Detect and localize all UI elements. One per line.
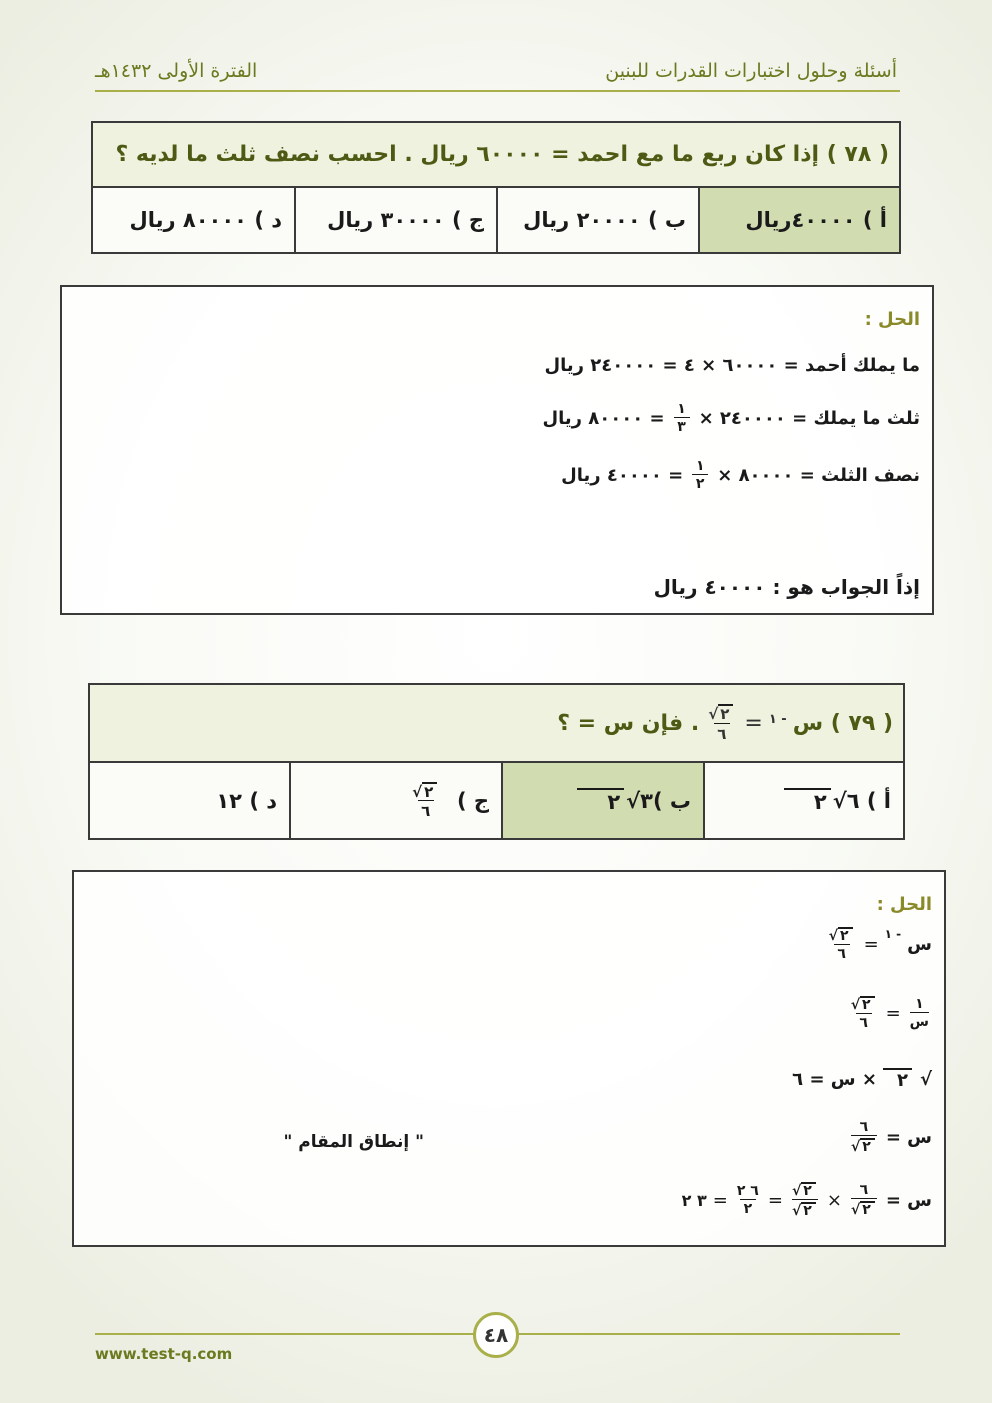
solution-79-step-1: س - ١ = $\frac{٢√}{٦}$ [828,927,932,963]
solution-78-box [60,285,934,615]
q79-option-b[interactable]: ب ) ٣ √ ٢ [501,763,703,838]
question-79-table [88,683,905,840]
q79-fraction: $\frac{٢√}{٦}$ [708,704,735,742]
solution-79-box [72,870,946,1247]
footer-website[interactable]: www.test-q.com [95,1345,233,1363]
q78-option-c[interactable]: ج ) ٣٠٠٠٠ ريال [294,188,496,252]
q78-option-b[interactable]: ب ) ٢٠٠٠٠ ريال [496,188,698,252]
solution-78-line-1: ما يملك أحمد = ٦٠٠٠٠ × ٤ = ٢٤٠٠٠٠ ريال [544,355,920,376]
solution-79-title: الحل : [876,894,932,915]
solution-78-title: الحل : [864,309,920,330]
q79-option-a[interactable]: أ ) ٦ √ ٢ [703,763,903,838]
header-left-title: الفترة الأولى ١٤٣٢هـ [95,60,258,82]
q79-option-c-fraction: $\frac{٢√}{٦}$ [412,782,439,820]
q79-option-d[interactable]: د ) ١٢ [216,788,277,813]
question-79-text: ( ٧٩ ) س - ١ = $\frac{٢√}{٦}$ . فإن س = ؟ [557,705,893,743]
question-78-text: ( ٧٨ ) إذا كان ربع ما مع احمد = ٦٠٠٠٠ ريال . احسب نصف ثلث ما لديه ؟ [115,142,889,167]
fraction-one-half: $\frac{١}{٢}$ [692,459,708,493]
solution-78-line-3: نصف الثلث = ٨٠٠٠٠ × $\frac{١}{٢}$ = ٤٠٠٠٠ ريال [561,458,920,493]
page-number: ٤٨ [473,1312,519,1358]
q78-option-d[interactable]: د ) ٨٠٠٠٠ ريال [129,208,282,232]
solution-78-answer: إذاً الجواب هو : ٤٠٠٠٠ ريال [653,575,920,599]
q79-option-c[interactable]: ج ) $\frac{٢√}{٦}$ [289,763,501,838]
solution-78-line-2: ثلث ما يملك = ٢٤٠٠٠٠ × $\frac{١}{٣}$ = ٨٠٠٠٠ ريال [542,401,920,436]
q78-option-a[interactable]: أ ) ٤٠٠٠٠ريال [698,188,899,252]
question-78-table [91,121,901,254]
header-right-title: أسئلة وحلول اختبارات القدرات للبنين [605,60,897,82]
solution-79-step-4: س = $\frac{٦}{٢√}$ [850,1119,932,1156]
solution-79-note: " إنطاق المقام " [283,1132,424,1152]
header-divider [95,90,900,92]
solution-79-step-5: س = $\frac{٦}{٢√}$ × $\frac{٢√}{٢√}$ = $\frac{٦ ٢}{٢}$ = ٣ ٢ [681,1182,932,1220]
solution-79-step-3: √ ٢ × س = ٦ [792,1069,932,1091]
solution-79-step-2: $\frac{١}{\text{س}}$ = $\frac{٢√}{٦}$ [850,996,929,1032]
fraction-one-third: $\frac{١}{٣}$ [674,402,690,436]
